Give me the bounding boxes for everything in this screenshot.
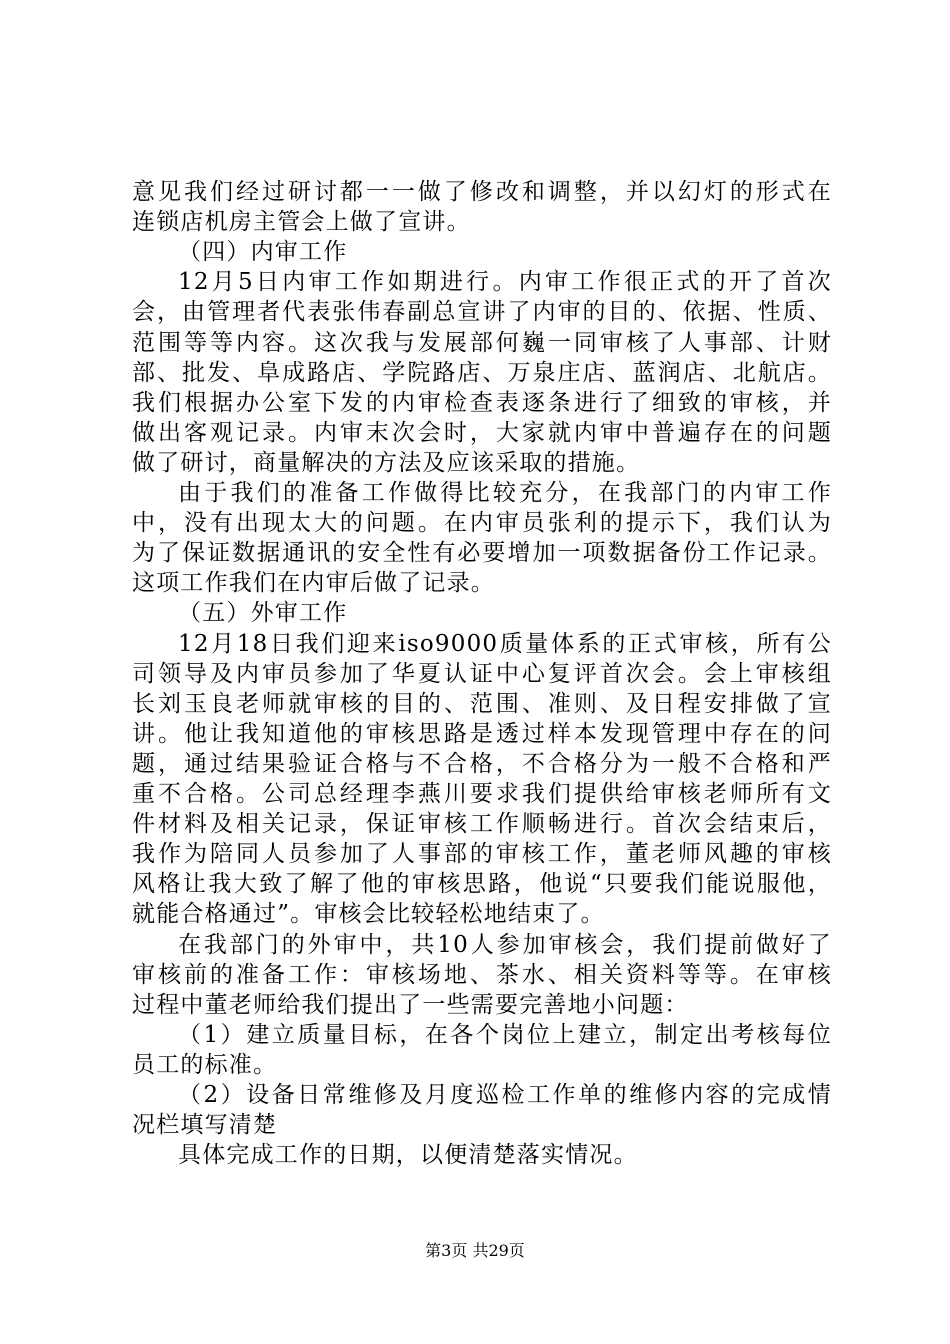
- text-line: 审核前的准备工作：审核场地、茶水、相关资料等等。在审核: [132, 961, 832, 988]
- text-line: 做了研讨，商量解决的方法及应该采取的措施。: [132, 449, 641, 476]
- text-line: （1）建立质量目标，在各个岗位上建立，制定出考核每位: [178, 1021, 832, 1048]
- text-line: 12月18日我们迎来iso9000质量体系的正式审核，所有公: [178, 630, 832, 657]
- text-line: 具体完成工作的日期，以便清楚落实情况。: [178, 1142, 638, 1169]
- text-line: 讲。他让我知道他的审核思路是透过样本发现管理中存在的问: [132, 720, 832, 747]
- text-line: 员工的标准。: [132, 1051, 278, 1078]
- text-line: 风格让我大致了解了他的审核思路，他说“只要我们能说服他，: [132, 871, 832, 898]
- text-line: 做出客观记录。内审末次会时，大家就内审中普遍存在的问题: [132, 419, 832, 446]
- text-line: 由于我们的准备工作做得比较充分，在我部门的内审工作: [178, 480, 832, 506]
- text-line: 司领导及内审员参加了华夏认证中心复评首次会。会上审核组: [132, 660, 832, 687]
- text-line: 这项工作我们在内审后做了记录。: [132, 570, 495, 597]
- text-line: 我们根据办公室下发的内审检查表逐条进行了细致的审核，并: [132, 389, 832, 416]
- text-line: 为了保证数据通讯的安全性有必要增加一项数据备份工作记录。: [132, 540, 832, 567]
- text-line: （2）设备日常维修及月度巡检工作单的维修内容的完成情: [178, 1082, 832, 1108]
- text-line: 况栏填写清楚: [132, 1112, 278, 1139]
- text-line: 意见我们经过研讨都一一做了修改和调整，并以幻灯的形式在: [132, 179, 832, 205]
- text-line: 我作为陪同人员参加了人事部的审核工作，董老师风趣的审核: [132, 841, 832, 868]
- text-line: 部、批发、阜成路店、学院路店、万泉庄店、蓝润店、北航店。: [132, 359, 832, 386]
- text-line: 过程中董老师给我们提出了一些需要完善地小问题：: [132, 991, 689, 1018]
- text-line: （五）外审工作: [178, 600, 348, 627]
- text-line: 12月5日内审工作如期进行。内审工作很正式的开了首次: [178, 269, 832, 296]
- text-line: （四）内审工作: [178, 239, 348, 266]
- page-footer: 第3页 共29页: [425, 1241, 525, 1260]
- text-line: 重不合格。公司总经理李燕川要求我们提供给审核老师所有文: [132, 781, 832, 807]
- text-line: 长刘玉良老师就审核的目的、范围、准则、及日程安排做了宣: [132, 690, 832, 717]
- text-line: 范围等等内容。这次我与发展部何巍一同审核了人事部、计财: [132, 329, 832, 356]
- text-line: 题，通过结果验证合格与不合格，不合格分为一般不合格和严: [132, 750, 832, 777]
- text-line: 就能合格通过”。审核会比较轻松地结束了。: [132, 901, 605, 928]
- text-line: 连锁店机房主管会上做了宣讲。: [132, 209, 471, 236]
- text-line: 件材料及相关记录，保证审核工作顺畅进行。首次会结束后，: [132, 811, 832, 838]
- text-line: 在我部门的外审中，共10人参加审核会，我们提前做好了: [178, 931, 832, 958]
- text-line: 中，没有出现太大的问题。在内审员张利的提示下，我们认为: [132, 510, 832, 537]
- text-line: 会，由管理者代表张伟春副总宣讲了内审的目的、依据、性质、: [132, 299, 832, 326]
